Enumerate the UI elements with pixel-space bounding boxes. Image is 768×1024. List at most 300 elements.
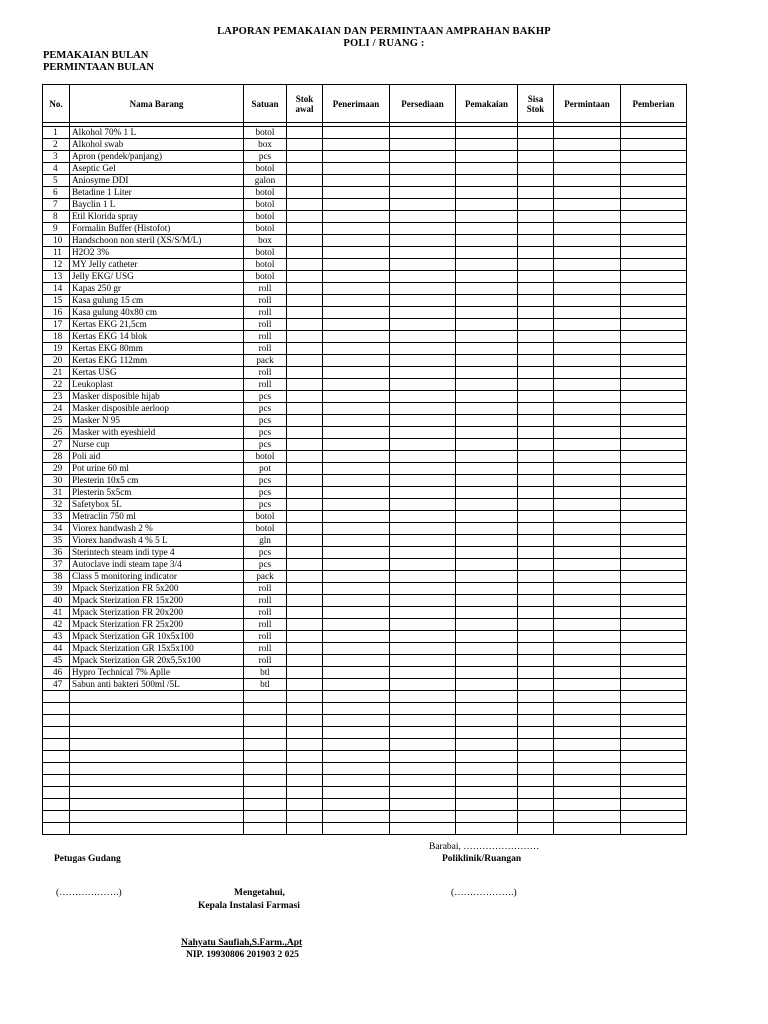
table-header-row bbox=[43, 85, 687, 123]
blank-cell bbox=[554, 775, 621, 787]
entry-cell bbox=[518, 175, 554, 187]
entry-cell bbox=[456, 151, 518, 163]
entry-cell bbox=[554, 499, 621, 511]
entry-cell bbox=[287, 127, 323, 139]
entry-cell bbox=[323, 583, 390, 595]
blank-cell bbox=[244, 703, 287, 715]
entry-cell bbox=[390, 427, 456, 439]
item-name: Alkohol swab bbox=[70, 139, 244, 151]
entry-cell bbox=[323, 511, 390, 523]
entry-cell bbox=[390, 211, 456, 223]
blank-cell bbox=[554, 727, 621, 739]
entry-cell bbox=[518, 499, 554, 511]
entry-cell bbox=[390, 607, 456, 619]
blank-cell bbox=[70, 703, 244, 715]
blank-cell bbox=[323, 787, 390, 799]
blank-cell bbox=[554, 751, 621, 763]
blank-cell bbox=[456, 715, 518, 727]
entry-cell bbox=[456, 319, 518, 331]
entry-cell bbox=[554, 283, 621, 295]
entry-cell bbox=[621, 475, 687, 487]
item-name: Nurse cup bbox=[70, 439, 244, 451]
item-name: Masker disposible aerloop bbox=[70, 403, 244, 415]
item-unit: roll bbox=[244, 295, 287, 307]
entry-cell bbox=[554, 571, 621, 583]
table-row bbox=[43, 283, 687, 295]
blank-cell bbox=[287, 703, 323, 715]
entry-cell bbox=[456, 259, 518, 271]
entry-cell bbox=[621, 679, 687, 691]
entry-cell bbox=[554, 463, 621, 475]
entry-cell bbox=[456, 595, 518, 607]
table-row bbox=[43, 511, 687, 523]
blank-cell bbox=[621, 727, 687, 739]
entry-cell bbox=[390, 487, 456, 499]
blank-cell bbox=[43, 703, 70, 715]
entry-cell bbox=[287, 559, 323, 571]
entry-cell bbox=[518, 511, 554, 523]
table-row bbox=[43, 163, 687, 175]
entry-cell bbox=[456, 463, 518, 475]
item-name: Sabun anti bakteri 500ml /5L bbox=[70, 679, 244, 691]
col-header-stok-awal: Stok awal bbox=[287, 85, 323, 123]
item-unit: roll bbox=[244, 367, 287, 379]
row-number: 30 bbox=[43, 475, 70, 487]
entry-cell bbox=[390, 367, 456, 379]
entry-cell bbox=[390, 403, 456, 415]
entry-cell bbox=[518, 295, 554, 307]
blank-cell bbox=[287, 727, 323, 739]
row-number: 39 bbox=[43, 583, 70, 595]
entry-cell bbox=[287, 571, 323, 583]
entry-cell bbox=[518, 427, 554, 439]
poli-ruang-title: POLI / RUANG : bbox=[343, 38, 425, 49]
item-unit: botol bbox=[244, 199, 287, 211]
entry-cell bbox=[518, 211, 554, 223]
item-name: MY Jelly catheter bbox=[70, 259, 244, 271]
blank-row bbox=[43, 691, 687, 703]
entry-cell bbox=[323, 499, 390, 511]
entry-cell bbox=[554, 343, 621, 355]
entry-cell bbox=[554, 451, 621, 463]
entry-cell bbox=[390, 595, 456, 607]
entry-cell bbox=[287, 499, 323, 511]
entry-cell bbox=[456, 343, 518, 355]
item-unit: roll bbox=[244, 331, 287, 343]
entry-cell bbox=[323, 403, 390, 415]
blank-cell bbox=[43, 787, 70, 799]
entry-cell bbox=[323, 391, 390, 403]
blank-cell bbox=[554, 811, 621, 823]
entry-cell bbox=[323, 271, 390, 283]
entry-cell bbox=[323, 607, 390, 619]
blank-cell bbox=[43, 799, 70, 811]
col-header-sisa-stok: Sisa Stok bbox=[518, 85, 554, 123]
item-name: Mpack Sterization FR 25x200 bbox=[70, 619, 244, 631]
entry-cell bbox=[287, 139, 323, 151]
pemakaian-bulan-label: PEMAKAIAN BULAN bbox=[43, 50, 149, 61]
entry-cell bbox=[390, 619, 456, 631]
item-name: Betadine 1 Liter bbox=[70, 187, 244, 199]
entry-cell bbox=[390, 151, 456, 163]
item-name: Mpack Sterization GR 15x5x100 bbox=[70, 643, 244, 655]
entry-cell bbox=[390, 283, 456, 295]
entry-cell bbox=[287, 379, 323, 391]
entry-cell bbox=[390, 667, 456, 679]
item-unit: pcs bbox=[244, 475, 287, 487]
row-number: 25 bbox=[43, 415, 70, 427]
col-header-satuan: Satuan bbox=[244, 85, 287, 123]
item-name: Masker N 95 bbox=[70, 415, 244, 427]
item-name: Kertas USG bbox=[70, 367, 244, 379]
blank-cell bbox=[554, 799, 621, 811]
row-number: 12 bbox=[43, 259, 70, 271]
blank-cell bbox=[456, 811, 518, 823]
entry-cell bbox=[323, 187, 390, 199]
entry-cell bbox=[323, 163, 390, 175]
entry-cell bbox=[554, 355, 621, 367]
entry-cell bbox=[390, 679, 456, 691]
col-header-penerimaan: Penerimaan bbox=[323, 85, 390, 123]
entry-cell bbox=[518, 403, 554, 415]
entry-cell bbox=[621, 451, 687, 463]
table-row bbox=[43, 127, 687, 139]
blank-cell bbox=[554, 739, 621, 751]
entry-cell bbox=[287, 175, 323, 187]
item-name: Bayclin 1 L bbox=[70, 199, 244, 211]
row-number: 23 bbox=[43, 391, 70, 403]
blank-cell bbox=[390, 715, 456, 727]
entry-cell bbox=[287, 163, 323, 175]
item-name: Safetybox 5L bbox=[70, 499, 244, 511]
entry-cell bbox=[323, 331, 390, 343]
entry-cell bbox=[323, 235, 390, 247]
blank-cell bbox=[244, 727, 287, 739]
table-row bbox=[43, 151, 687, 163]
blank-cell bbox=[70, 727, 244, 739]
blank-cell bbox=[390, 799, 456, 811]
entry-cell bbox=[621, 463, 687, 475]
item-name: Apron (pendek/panjang) bbox=[70, 151, 244, 163]
entry-cell bbox=[456, 415, 518, 427]
entry-cell bbox=[287, 199, 323, 211]
entry-cell bbox=[390, 187, 456, 199]
entry-cell bbox=[554, 259, 621, 271]
entry-cell bbox=[323, 307, 390, 319]
entry-cell bbox=[518, 595, 554, 607]
entry-cell bbox=[287, 451, 323, 463]
entry-cell bbox=[554, 223, 621, 235]
blank-cell bbox=[554, 823, 621, 835]
entry-cell bbox=[456, 439, 518, 451]
entry-cell bbox=[390, 475, 456, 487]
entry-cell bbox=[287, 403, 323, 415]
blank-cell bbox=[287, 763, 323, 775]
col-header-persediaan: Persediaan bbox=[390, 85, 456, 123]
entry-cell bbox=[518, 619, 554, 631]
table-row bbox=[43, 559, 687, 571]
kepala-instalasi-label: Kepala Instalasi Farmasi bbox=[198, 901, 300, 911]
item-unit: pcs bbox=[244, 499, 287, 511]
entry-cell bbox=[456, 547, 518, 559]
blank-cell bbox=[287, 775, 323, 787]
blank-cell bbox=[554, 715, 621, 727]
entry-cell bbox=[518, 679, 554, 691]
entry-cell bbox=[287, 271, 323, 283]
entry-cell bbox=[621, 343, 687, 355]
entry-cell bbox=[554, 199, 621, 211]
blank-cell bbox=[518, 775, 554, 787]
row-number: 21 bbox=[43, 367, 70, 379]
row-number: 26 bbox=[43, 427, 70, 439]
entry-cell bbox=[323, 631, 390, 643]
entry-cell bbox=[390, 511, 456, 523]
entry-cell bbox=[554, 211, 621, 223]
blank-row bbox=[43, 787, 687, 799]
item-unit: box bbox=[244, 139, 287, 151]
col-header-nama-barang: Nama Barang bbox=[70, 85, 244, 123]
entry-cell bbox=[456, 391, 518, 403]
item-unit: roll bbox=[244, 595, 287, 607]
blank-cell bbox=[456, 691, 518, 703]
item-name: Autoclave indi steam tape 3/4 bbox=[70, 559, 244, 571]
row-number: 47 bbox=[43, 679, 70, 691]
blank-cell bbox=[244, 751, 287, 763]
entry-cell bbox=[518, 547, 554, 559]
item-name: Formalin Buffer (Histofot) bbox=[70, 223, 244, 235]
item-name: Poli aid bbox=[70, 451, 244, 463]
table-row bbox=[43, 607, 687, 619]
blank-cell bbox=[244, 775, 287, 787]
entry-cell bbox=[621, 187, 687, 199]
blank-row bbox=[43, 703, 687, 715]
mengetahui-label: Mengetahui, bbox=[234, 888, 285, 898]
blank-cell bbox=[43, 811, 70, 823]
entry-cell bbox=[518, 535, 554, 547]
col-header-permintaan: Permintaan bbox=[554, 85, 621, 123]
blank-cell bbox=[390, 739, 456, 751]
entry-cell bbox=[390, 631, 456, 643]
item-name: Mpack Sterization FR 5x200 bbox=[70, 583, 244, 595]
entry-cell bbox=[456, 139, 518, 151]
entry-cell bbox=[621, 235, 687, 247]
blank-cell bbox=[390, 727, 456, 739]
blank-cell bbox=[43, 751, 70, 763]
table-row bbox=[43, 271, 687, 283]
entry-cell bbox=[621, 439, 687, 451]
blank-cell bbox=[323, 823, 390, 835]
item-unit: roll bbox=[244, 283, 287, 295]
entry-cell bbox=[456, 535, 518, 547]
entry-cell bbox=[456, 199, 518, 211]
table-row bbox=[43, 547, 687, 559]
entry-cell bbox=[518, 559, 554, 571]
entry-cell bbox=[554, 487, 621, 499]
item-unit: pcs bbox=[244, 487, 287, 499]
item-unit: pcs bbox=[244, 391, 287, 403]
item-unit: pack bbox=[244, 571, 287, 583]
entry-cell bbox=[554, 151, 621, 163]
blank-cell bbox=[621, 739, 687, 751]
blank-row bbox=[43, 751, 687, 763]
blank-cell bbox=[244, 763, 287, 775]
entry-cell bbox=[518, 319, 554, 331]
blank-cell bbox=[43, 823, 70, 835]
item-unit: roll bbox=[244, 319, 287, 331]
blank-cell bbox=[621, 823, 687, 835]
entry-cell bbox=[287, 307, 323, 319]
blank-row bbox=[43, 799, 687, 811]
col-header-no: No. bbox=[43, 85, 70, 123]
entry-cell bbox=[554, 643, 621, 655]
entry-cell bbox=[518, 571, 554, 583]
entry-cell bbox=[554, 439, 621, 451]
blank-cell bbox=[287, 811, 323, 823]
row-number: 24 bbox=[43, 403, 70, 415]
blank-cell bbox=[621, 787, 687, 799]
entry-cell bbox=[621, 139, 687, 151]
entry-cell bbox=[554, 163, 621, 175]
blank-cell bbox=[390, 691, 456, 703]
blank-cell bbox=[244, 739, 287, 751]
entry-cell bbox=[323, 355, 390, 367]
blank-cell bbox=[244, 691, 287, 703]
entry-cell bbox=[621, 271, 687, 283]
entry-cell bbox=[554, 175, 621, 187]
entry-cell bbox=[390, 331, 456, 343]
entry-cell bbox=[621, 595, 687, 607]
blank-cell bbox=[287, 787, 323, 799]
entry-cell bbox=[287, 679, 323, 691]
entry-cell bbox=[456, 655, 518, 667]
entry-cell bbox=[518, 655, 554, 667]
entry-cell bbox=[390, 247, 456, 259]
item-unit: pcs bbox=[244, 415, 287, 427]
item-name: H2O2 3% bbox=[70, 247, 244, 259]
table-row bbox=[43, 679, 687, 691]
entry-cell bbox=[287, 643, 323, 655]
entry-cell bbox=[323, 151, 390, 163]
entry-cell bbox=[621, 487, 687, 499]
entry-cell bbox=[554, 379, 621, 391]
blank-cell bbox=[518, 823, 554, 835]
entry-cell bbox=[456, 607, 518, 619]
table-row bbox=[43, 319, 687, 331]
table-row bbox=[43, 415, 687, 427]
entry-cell bbox=[390, 535, 456, 547]
row-number: 22 bbox=[43, 379, 70, 391]
blank-cell bbox=[518, 739, 554, 751]
entry-cell bbox=[456, 667, 518, 679]
blank-cell bbox=[287, 739, 323, 751]
entry-cell bbox=[323, 175, 390, 187]
row-number: 4 bbox=[43, 163, 70, 175]
entry-cell bbox=[518, 667, 554, 679]
blank-cell bbox=[287, 799, 323, 811]
entry-cell bbox=[554, 403, 621, 415]
blank-cell bbox=[43, 691, 70, 703]
table-row bbox=[43, 655, 687, 667]
row-number: 37 bbox=[43, 559, 70, 571]
blank-cell bbox=[287, 823, 323, 835]
entry-cell bbox=[287, 187, 323, 199]
entry-cell bbox=[323, 439, 390, 451]
blank-cell bbox=[323, 715, 390, 727]
entry-cell bbox=[287, 655, 323, 667]
entry-cell bbox=[456, 631, 518, 643]
table-row bbox=[43, 403, 687, 415]
table-row bbox=[43, 211, 687, 223]
blank-cell bbox=[456, 799, 518, 811]
entry-cell bbox=[554, 391, 621, 403]
row-number: 6 bbox=[43, 187, 70, 199]
entry-cell bbox=[554, 583, 621, 595]
entry-cell bbox=[621, 583, 687, 595]
blank-cell bbox=[518, 811, 554, 823]
item-unit: pcs bbox=[244, 427, 287, 439]
item-name: Kapas 250 gr bbox=[70, 283, 244, 295]
table-row bbox=[43, 463, 687, 475]
entry-cell bbox=[518, 331, 554, 343]
item-unit: galon bbox=[244, 175, 287, 187]
entry-cell bbox=[456, 211, 518, 223]
entry-cell bbox=[287, 583, 323, 595]
entry-cell bbox=[390, 391, 456, 403]
inventory-table bbox=[42, 84, 687, 835]
table-row bbox=[43, 535, 687, 547]
entry-cell bbox=[554, 559, 621, 571]
entry-cell bbox=[621, 355, 687, 367]
entry-cell bbox=[518, 415, 554, 427]
entry-cell bbox=[518, 259, 554, 271]
entry-cell bbox=[287, 235, 323, 247]
entry-cell bbox=[456, 295, 518, 307]
blank-cell bbox=[621, 715, 687, 727]
entry-cell bbox=[323, 451, 390, 463]
row-number: 19 bbox=[43, 343, 70, 355]
entry-cell bbox=[621, 163, 687, 175]
blank-cell bbox=[43, 775, 70, 787]
blank-cell bbox=[390, 751, 456, 763]
table-row bbox=[43, 139, 687, 151]
blank-cell bbox=[621, 799, 687, 811]
entry-cell bbox=[554, 667, 621, 679]
entry-cell bbox=[323, 259, 390, 271]
item-unit: pcs bbox=[244, 403, 287, 415]
item-unit: botol bbox=[244, 271, 287, 283]
item-name: Plesterin 10x5 cm bbox=[70, 475, 244, 487]
entry-cell bbox=[323, 487, 390, 499]
entry-cell bbox=[287, 259, 323, 271]
entry-cell bbox=[456, 223, 518, 235]
blank-cell bbox=[70, 787, 244, 799]
blank-cell bbox=[621, 811, 687, 823]
row-number: 29 bbox=[43, 463, 70, 475]
row-number: 40 bbox=[43, 595, 70, 607]
table-row bbox=[43, 427, 687, 439]
entry-cell bbox=[621, 619, 687, 631]
blank-cell bbox=[554, 691, 621, 703]
item-name: Viorex handwash 4 % 5 L bbox=[70, 535, 244, 547]
entry-cell bbox=[390, 127, 456, 139]
blank-cell bbox=[621, 691, 687, 703]
blank-cell bbox=[70, 775, 244, 787]
item-name: Hypro Technical 7% Aplle bbox=[70, 667, 244, 679]
item-name: Mpack Sterization GR 20x5,5x100 bbox=[70, 655, 244, 667]
table-row bbox=[43, 331, 687, 343]
entry-cell bbox=[554, 523, 621, 535]
blank-cell bbox=[323, 763, 390, 775]
